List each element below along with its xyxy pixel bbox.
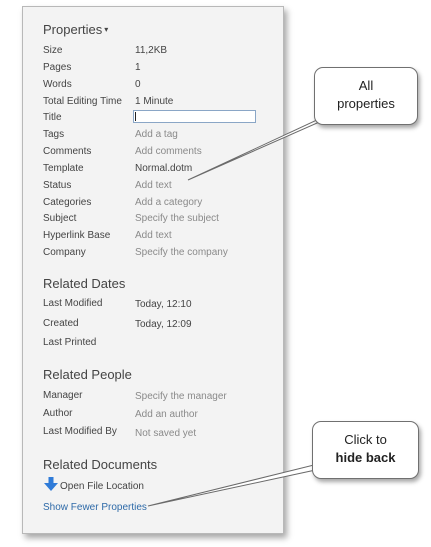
callout-hide-back-line2: hide back: [335, 450, 396, 465]
chevron-down-icon: ▾: [104, 25, 109, 34]
hide-back-pointer: [148, 462, 334, 506]
subject-field[interactable]: Specify the subject: [135, 213, 219, 224]
prop-label-categories: Categories: [43, 197, 92, 208]
prop-label-company: Company: [43, 247, 86, 258]
manager-field[interactable]: Specify the manager: [135, 391, 227, 402]
categories-field[interactable]: Add a category: [135, 197, 203, 208]
company-field[interactable]: Specify the company: [135, 247, 228, 258]
prop-label-editing-time: Total Editing Time: [43, 96, 122, 107]
hyperlink-base-field[interactable]: Add text: [135, 230, 172, 241]
prop-label-comments: Comments: [43, 146, 92, 157]
prop-label-title: Title: [43, 112, 62, 123]
prop-label-hyperlink-base: Hyperlink Base: [43, 230, 111, 241]
callout-all-properties-line1: All: [358, 78, 374, 93]
related-dates-heading: Related Dates: [43, 276, 126, 291]
people-label-last-modified-by: Last Modified By: [43, 426, 117, 437]
related-documents-heading: Related Documents: [43, 457, 158, 472]
prop-value-template: Normal.dotm: [135, 163, 193, 174]
tags-field[interactable]: Add a tag: [135, 129, 178, 140]
callout-all-properties-line2: properties: [337, 96, 395, 111]
prop-label-pages: Pages: [43, 62, 72, 73]
prop-value-pages: 1: [135, 62, 141, 73]
prop-label-template: Template: [43, 163, 84, 174]
date-label-last-modified: Last Modified: [43, 298, 103, 309]
people-value-last-modified-by: Not saved yet: [135, 428, 197, 439]
related-people-heading: Related People: [43, 367, 132, 382]
callout-hide-back: [312, 421, 419, 479]
prop-label-size: Size: [43, 45, 63, 56]
prop-label-status: Status: [43, 180, 72, 191]
date-label-last-printed: Last Printed: [43, 337, 97, 348]
date-label-created: Created: [43, 318, 79, 329]
properties-heading-label: Properties: [43, 22, 103, 37]
people-label-manager: Manager: [43, 390, 83, 401]
prop-label-subject: Subject: [43, 213, 77, 224]
status-field[interactable]: Add text: [135, 180, 172, 191]
prop-value-editing-time: 1 Minute: [135, 96, 174, 107]
callout-all-properties: [314, 67, 418, 125]
comments-field[interactable]: Add comments: [135, 146, 202, 157]
author-field[interactable]: Add an author: [135, 409, 198, 420]
date-value-created: Today, 12:09: [135, 319, 192, 330]
date-value-last-modified: Today, 12:10: [135, 299, 192, 310]
open-file-location-link[interactable]: Open File Location: [60, 481, 144, 492]
callout-hide-back-line1: Click to: [344, 432, 387, 447]
prop-value-words: 0: [135, 79, 141, 90]
prop-value-size: 11,2KB: [135, 45, 168, 56]
prop-label-tags: Tags: [43, 129, 65, 140]
people-label-author: Author: [43, 408, 73, 419]
show-fewer-properties-link[interactable]: Show Fewer Properties: [43, 502, 147, 513]
prop-label-words: Words: [43, 79, 72, 90]
